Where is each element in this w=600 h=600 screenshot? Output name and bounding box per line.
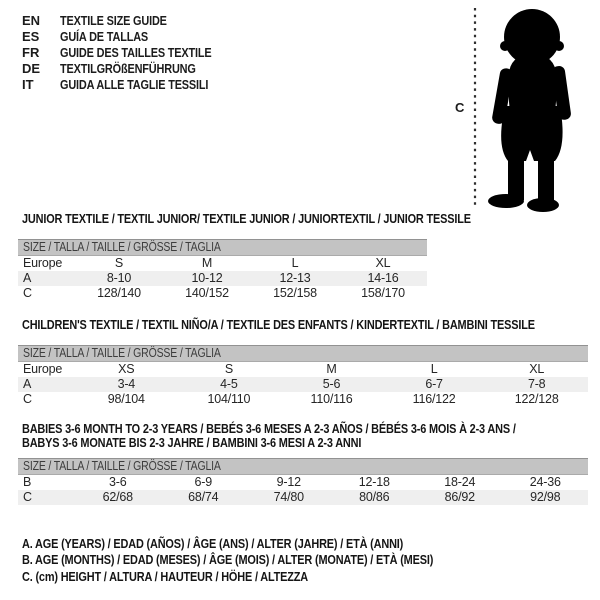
language-label: TEXTILE SIZE GUIDE	[60, 12, 167, 28]
size-cell: 24-36	[529, 475, 561, 489]
junior-table-section	[18, 211, 471, 301]
footnote-line	[22, 552, 512, 568]
row-label: C	[18, 490, 75, 505]
row-label: Europe	[23, 362, 63, 376]
footnote-text: B. AGE (MONTHS) / EDAD (MESES) / ÂGE (MOIS) / ALTER (MONATE) / ETÀ (MESI)	[22, 552, 434, 568]
language-code: FR	[22, 44, 40, 60]
size-header-label: SIZE / TALLA / TAILLE / GRÖSSE / TAGLIA	[23, 459, 221, 473]
language-code: EN	[22, 12, 41, 28]
size-cell: 3-4	[75, 377, 178, 392]
size-cell: 122/128	[514, 392, 559, 406]
table-title	[22, 211, 471, 226]
language-list	[22, 12, 240, 93]
table-row	[18, 286, 427, 301]
footnote-text: C. (cm) HEIGHT / ALTURA / HAUTEUR / HÖHE / ALTEZZA	[22, 568, 309, 584]
table-row	[18, 271, 427, 286]
language-row	[22, 77, 240, 93]
size-cell: 80/86	[332, 490, 418, 505]
size-cell: 4-5	[178, 377, 281, 392]
size-cell: XS	[118, 362, 135, 376]
language-row	[22, 12, 240, 28]
size-table	[18, 475, 588, 505]
table-title-text: CHILDREN'S TEXTILE / TEXTIL NIÑO/A / TEXTILE DES ENFANTS / KINDERTEXTIL / BAMBINI TESSILE	[22, 317, 535, 332]
language-code: ES	[22, 28, 40, 44]
baby-silhouette	[488, 9, 572, 212]
size-cell: XL	[529, 362, 545, 376]
row-label: A	[18, 377, 75, 392]
size-cell: 14-16	[339, 271, 427, 286]
table-title-text: JUNIOR TEXTILE / TEXTIL JUNIOR/ TEXTILE JUNIOR / JUNIORTEXTIL / JUNIOR TESSILE	[22, 211, 471, 226]
children-table-section	[18, 318, 588, 407]
size-cell: M	[201, 256, 213, 270]
language-label: GUÍA DE TALLAS	[60, 28, 149, 44]
size-header-bar	[18, 239, 427, 256]
size-cell: 18-24	[444, 475, 476, 489]
table-row	[18, 475, 588, 490]
size-cell: 128/140	[97, 286, 141, 300]
table-title-line	[22, 422, 588, 436]
size-cell: 98/104	[107, 392, 145, 406]
size-cell: 7-8	[485, 377, 588, 392]
size-cell: 116/122	[412, 392, 456, 406]
table-title-line	[22, 436, 588, 450]
footnotes	[22, 536, 512, 585]
size-cell: 6-7	[383, 377, 486, 392]
language-row	[22, 44, 240, 60]
babies-table-section	[18, 422, 588, 505]
size-cell: 74/80	[246, 490, 332, 505]
size-cell: L	[430, 362, 438, 376]
size-header-bar	[18, 458, 588, 475]
baby-silhouette-graphic	[450, 4, 598, 216]
size-cell: 152/158	[273, 286, 317, 300]
language-label: GUIDE DES TAILLES TEXTILE	[60, 44, 212, 60]
size-table	[18, 256, 427, 301]
size-cell: S	[224, 362, 233, 376]
size-cell: 68/74	[161, 490, 247, 505]
size-cell: 5-6	[280, 377, 383, 392]
language-label: TEXTILGRÖßENFÜHRUNG	[60, 61, 196, 77]
size-cell: 140/152	[185, 286, 229, 300]
size-cell: 12-18	[358, 475, 390, 489]
table-row	[18, 377, 588, 392]
footnote-text: A. AGE (YEARS) / EDAD (AÑOS) / ÂGE (ANS) / ALTER (JAHRE) / ETÀ (ANNI)	[22, 536, 404, 551]
row-label: Europe	[23, 256, 63, 270]
size-cell: 86/92	[417, 490, 503, 505]
table-row	[18, 362, 588, 377]
row-label: C	[23, 392, 32, 406]
size-table	[18, 362, 588, 407]
size-cell: 110/116	[310, 392, 353, 406]
footnote-line	[22, 569, 512, 585]
baby-figure	[450, 4, 598, 216]
language-row	[22, 28, 240, 44]
size-cell: 3-6	[109, 475, 127, 489]
size-cell: 6-9	[194, 475, 212, 489]
language-code: IT	[22, 77, 34, 93]
language-code: DE	[22, 61, 41, 77]
table-title	[22, 422, 588, 450]
table-title-text: BABIES 3-6 MONTH TO 2-3 YEARS / BEBÉS 3-6 MESES A 2-3 AÑOS / BÉBÉS 3-6 MOIS À 2-3 ANS /	[22, 421, 516, 436]
table-title-line	[22, 211, 471, 226]
row-label: B	[23, 475, 32, 489]
size-cell: 10-12	[163, 271, 251, 286]
size-cell: 92/98	[503, 490, 589, 505]
height-c-label: C	[455, 100, 465, 115]
size-cell: XL	[375, 256, 391, 270]
size-header-label: SIZE / TALLA / TAILLE / GRÖSSE / TAGLIA	[23, 346, 221, 360]
size-cell: 104/110	[207, 392, 251, 406]
table-title-line	[22, 318, 588, 332]
size-cell: 8-10	[75, 271, 163, 286]
row-label: C	[23, 286, 32, 300]
table-title	[22, 318, 588, 332]
size-cell: 12-13	[251, 271, 339, 286]
table-row	[18, 490, 588, 505]
size-cell: 158/170	[361, 286, 405, 300]
size-cell: M	[326, 362, 337, 376]
row-label: A	[18, 271, 75, 286]
language-label: GUIDA ALLE TAGLIE TESSILI	[60, 77, 209, 93]
size-cell: 62/68	[75, 490, 161, 505]
table-row	[18, 256, 427, 271]
size-cell: S	[114, 256, 124, 270]
language-row	[22, 61, 240, 77]
footnote-line	[22, 536, 512, 552]
size-cell: 9-12	[276, 475, 301, 489]
table-title-text: BABYS 3-6 MONATE BIS 2-3 JAHRE / BAMBINI 3-6 MESI A 2-3 ANNI	[22, 435, 362, 450]
size-header-bar	[18, 345, 588, 362]
table-row	[18, 392, 588, 407]
size-header-label: SIZE / TALLA / TAILLE / GRÖSSE / TAGLIA	[23, 240, 221, 254]
size-cell: L	[291, 256, 299, 270]
